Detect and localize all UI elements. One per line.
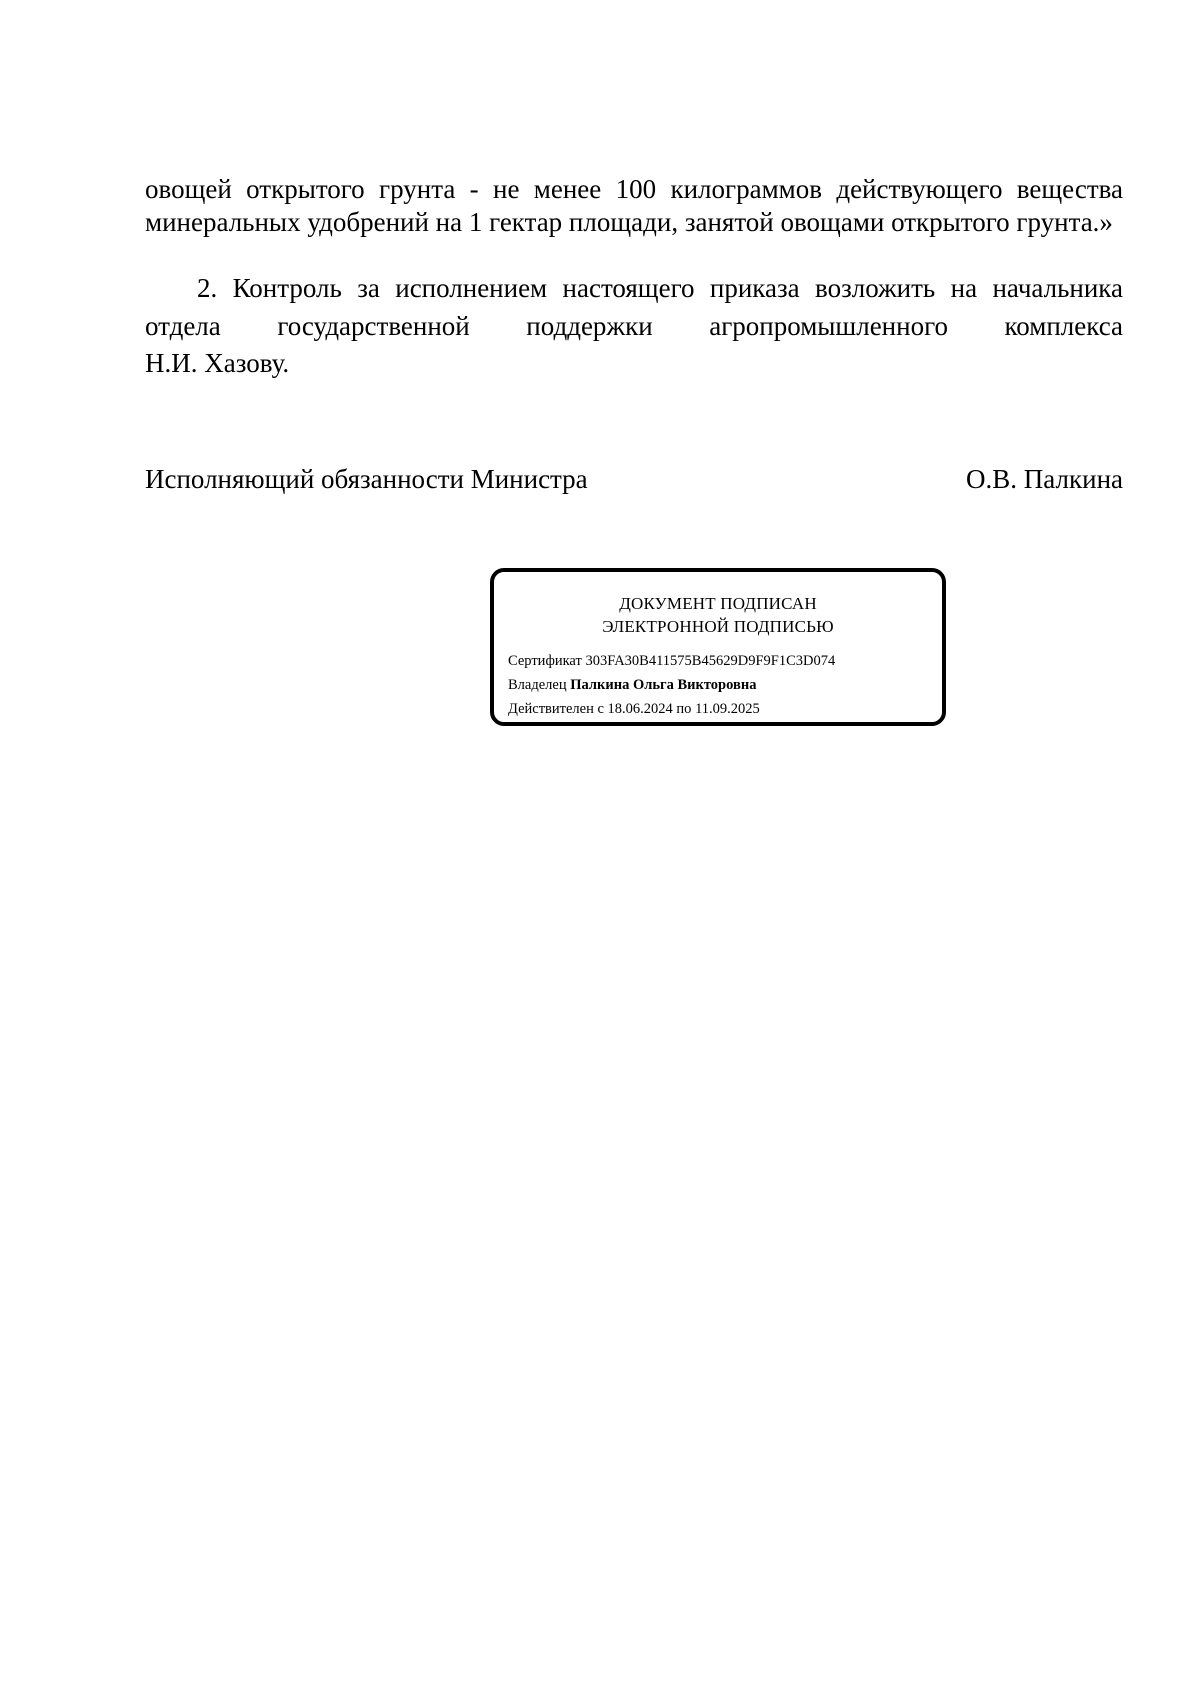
- stamp-title-line-1: ДОКУМЕНТ ПОДПИСАН: [619, 594, 817, 613]
- paragraph-control-line-1: 2. Контроль за исполнением настоящего приказа возложить на начальника: [197, 273, 1123, 303]
- stamp-owner-value: Палкина Ольга Викторовна: [570, 677, 757, 693]
- stamp-valid-label: Действителен с: [508, 701, 604, 717]
- paragraph-control-line-3: Н.И. Хазову.: [145, 348, 290, 378]
- stamp-certificate-label: Сертификат: [508, 653, 582, 669]
- signature-block: [145, 463, 1123, 496]
- stamp-owner-label: Владелец: [508, 677, 567, 693]
- stamp-valid-from: 18.06.2024: [607, 701, 673, 717]
- paragraph-fertilizer-norm: овощей открытого грунта - не менее 100 килограммов действующего вещества минеральных удобрений на 1 гектар площади, занятой овощами открытого грунта.»: [145, 174, 1123, 237]
- paragraph-control-assignment: [145, 272, 1123, 380]
- signatory-name: О.В. Палкина: [966, 464, 1123, 494]
- stamp-owner: [508, 676, 756, 694]
- stamp-valid-to: 11.09.2025: [695, 701, 760, 717]
- stamp-title: [494, 592, 942, 638]
- signatory-position: Исполняющий обязанности Министра: [145, 464, 588, 494]
- stamp-certificate: [508, 652, 835, 670]
- stamp-valid-to-label: по: [676, 701, 692, 717]
- paragraph-control-line-2: отдела государственной поддержки агропромышленного комплекса: [145, 311, 1123, 341]
- stamp-validity: [508, 700, 760, 718]
- stamp-title-line-2: ЭЛЕКТРОННОЙ ПОДПИСЬЮ: [602, 617, 834, 636]
- stamp-certificate-value: 303FA30B411575B45629D9F9F1C3D074: [585, 653, 836, 669]
- electronic-signature-stamp: [490, 568, 946, 726]
